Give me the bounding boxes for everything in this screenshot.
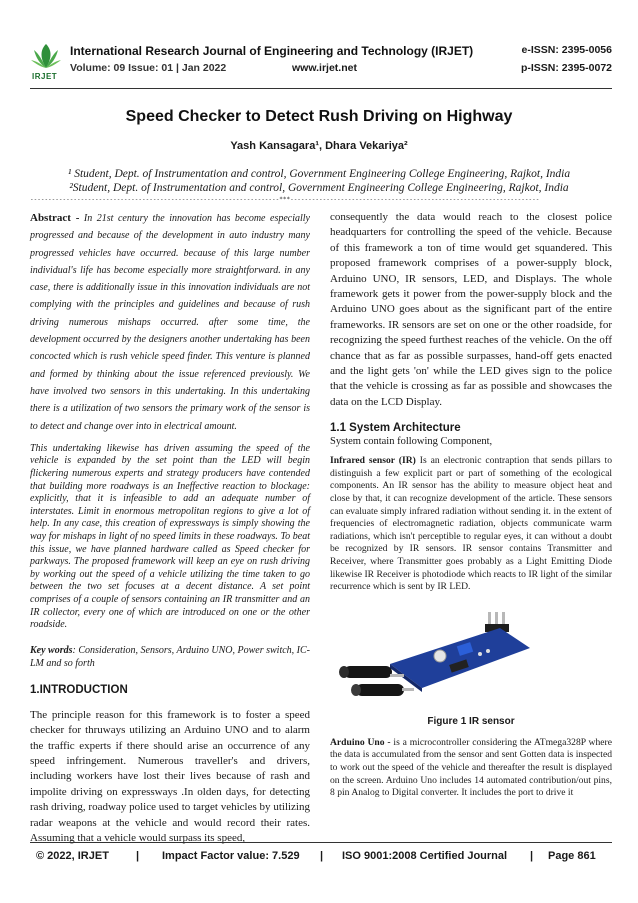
footer-iso: ISO 9001:2008 Certified Journal xyxy=(342,850,508,862)
footer-divider xyxy=(30,842,612,843)
logo-text: IRJET xyxy=(32,72,58,81)
website-link[interactable]: www.irjet.net xyxy=(292,62,357,74)
intro-continued-paragraph: consequently the data would reach to the closest police headquarters for controlling the speed of the vehicle. Because of this framework a ton of time would get squandered. This proposed framework comprises of a power-supply block, Arduino UNO, IR sensors, LED, and Displays. The whole framework gets it power from the power-supply block and the Arduino UNO goes about as the significant part of the entire frameworks. IR sensors are set on one or the other roadside, for recognizing the speed furthest reaches of the vehicle. On the off chance that as far as possible surpasses, hand-off gets enacted and the light gets 'on' while the LED gives sign to the police that the vehicle is crossing as far as possible and showcases the data on the LCD Display. xyxy=(330,211,612,408)
keywords-text: : Consideration, Sensors, Arduino UNO, Power switch, IC-LM and so forth xyxy=(30,644,311,669)
header-divider xyxy=(30,88,612,89)
ir-sensor-paragraph xyxy=(330,455,612,594)
figure-caption: Figure 1 IR sensor xyxy=(427,715,515,727)
keywords xyxy=(30,644,310,670)
journal-header xyxy=(30,40,612,84)
ir-sensor-label: Infrared sensor (IR) xyxy=(330,455,416,467)
left-column xyxy=(30,210,310,846)
system-intro: System contain following Component, xyxy=(330,436,493,448)
abstract-label: Abstract - xyxy=(30,212,80,224)
keywords-label: Key words xyxy=(30,644,73,656)
arduino-paragraph xyxy=(330,737,612,800)
ir-sensor-figure xyxy=(330,604,612,716)
arduino-text: is a microcontroller considering the ATmega328P where the data is accumulated from the sensor and sent Gotten data is inspected to work out the speed of the vehicle and thereafter the result is displayed on the screen. Arduino Uno includes 14 automated contribution/out pins, 8 pin Analog to Digital converter. It includes the port to drive it xyxy=(330,736,612,799)
journal-name: International Research Journal of Engineering and Technology (IRJET) xyxy=(70,44,474,58)
abstract-paragraph-2: This undertaking likewise has driven assuming the speed of the vehicle is expanded by the set point than the LED will begin flickering numerous experts and strategy producers have contended that building more roadways is an Ineffective reaction to blockage: explicitly, that it is infeasible to add an adequate number of interstates. Limit in enormous metropolitan regions to give a lot of help. In any case, this creation of expressways is simply showing the way for mishaps in light of no speed limits in these roadways. To beat this issue, we have planned hardware called as Speed checker for parkways. The proposed framework will keep an eye on rush driving by working out the speed of a vehicle utilizing the time taken to go between the two set focuses at a decent distance. A set point comprises of a couple of sensors containing an IR transmitter and an IR collector, every one of which are introduced on one or the other roadside. xyxy=(30,442,310,631)
footer-copyright: © 2022, IRJET xyxy=(36,850,109,862)
p-issn: p-ISSN: 2395-0072 xyxy=(520,62,612,74)
affiliation-2: ²Student, Dept. of Instrumentation and control, Government Engineering College Engineering, Rajkot, India xyxy=(69,182,569,194)
footer-separator-3: | xyxy=(530,850,534,862)
footer-impact-factor: Impact Factor value: 7.529 xyxy=(162,850,300,862)
paper-title: Speed Checker to Detect Rush Driving on Highway xyxy=(125,108,513,125)
ir-sensor-text: Is an electronic contraption that sends pillars to distinguish a few explicit part or part of something of the ecological components. An IR sensor has the ability to measure object heat and close by that, it can recognize development of the article. These sensors can evaluate simply infrared radiation without sending it. in the extent of frequencies of electromagnetic radiation, objects communicate warm radiations, which isn't perceptible to regular eyes, it can without a doubt be recognized by IR sensors. IR sensor contains Transmitter and Receiver, where Transmitter goes probably as a Light Emitting Diode likewise IR Receiver is photodiode which reacts to IR light of the similar recurrence which is sent by IR LED. xyxy=(330,455,613,593)
footer-separator-2: | xyxy=(320,850,324,862)
footer-page-number: Page 861 xyxy=(548,850,596,862)
section-divider: ---------------------------------------------------------------------***--------------------------------------------------------------------- xyxy=(30,196,540,203)
intro-paragraph: The principle reason for this framework is to foster a speed checker for thruways utilizing an Arduino UNO and to alarm the traffic experts if there should arise an occurrence of any speed infringement. Numerous traveller's and drivers, including workers have lost their lives because of rash and impolite driving on expressways .In olden days, for detecting rash driving, roadway police used to target vehicles by utilizing radar weapons at the vehicle and would record their rates. Assuming that a vehicle would surpass its speed, xyxy=(30,708,310,845)
volume-issue: Volume: 09 Issue: 01 | Jan 2022 xyxy=(70,62,227,74)
footer-separator-1: | xyxy=(136,850,140,862)
right-column xyxy=(330,210,612,800)
abstract-text: In 21st century the innovation has become especially progressed and because of the development in auto industry many progressed vehicles have occurred. because of this large number individual's life has become especially more straightforward. in any case, there is additionally issue in this innovation individuals are not complying with the principles and guidelines and because of rush driving numerous mishaps occurred. after some time, the development occurred by the designers another undertaking has been concocted which is rush vehicle speed finder. This venture is planned and formed by thinking about the issue referenced previously. We have involved two sensors in this undertaking. In this undertaking there is a utilization of two sensors the primary work of the sensor is to detect and change over into in electrical amount. xyxy=(30,213,310,432)
ir-sensor-image xyxy=(330,604,612,716)
e-issn: e-ISSN: 2395-0056 xyxy=(521,44,612,56)
authors: Yash Kansagara¹, Dhara Vekariya² xyxy=(230,140,408,152)
system-architecture-heading: 1.1 System Architecture xyxy=(330,422,461,435)
affiliation-1: ¹ Student, Dept. of Instrumentation and control, Government Engineering College Engineering, Rajkot, India xyxy=(67,168,571,180)
intro-heading: 1.INTRODUCTION xyxy=(30,683,128,696)
arduino-label: Arduino Uno - xyxy=(330,736,391,748)
abstract-paragraph xyxy=(30,210,310,435)
irjet-logo-icon xyxy=(30,42,62,82)
